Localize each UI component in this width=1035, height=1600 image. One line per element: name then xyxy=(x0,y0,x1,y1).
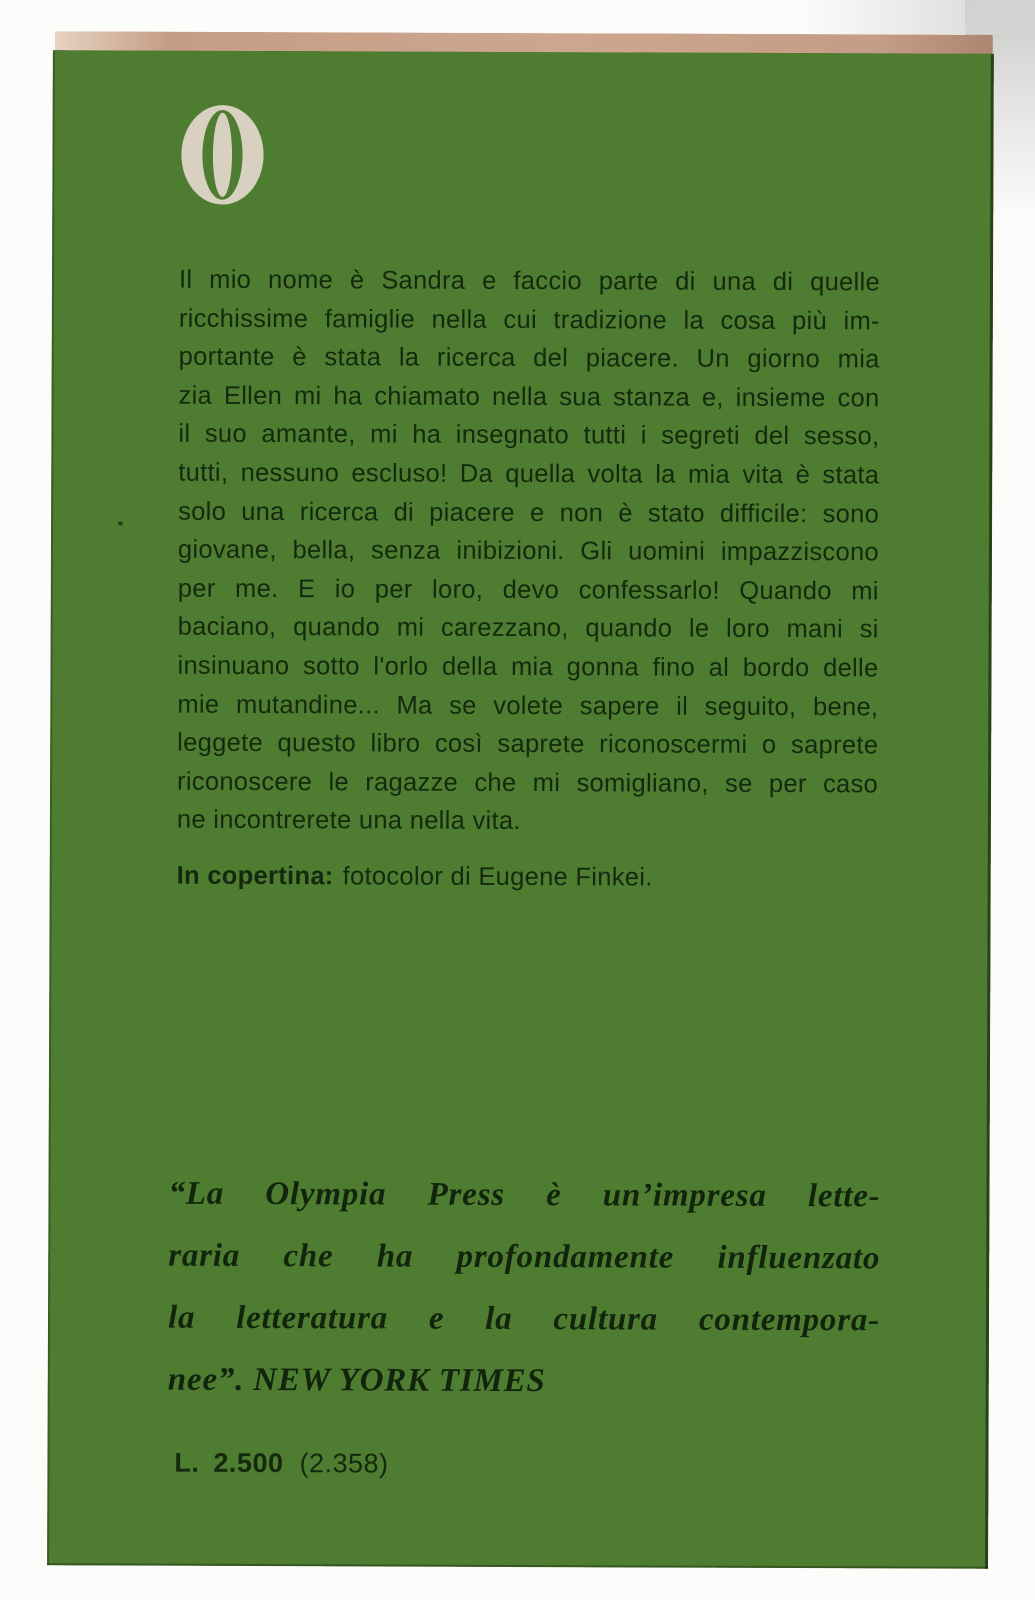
print-speck xyxy=(118,521,123,525)
background-shadow-top xyxy=(775,0,1035,34)
blurb-line: insinuano sotto l'orlo della mia gonna fino al bordo delle xyxy=(177,651,879,683)
blurb-line: il suo amante, mi ha insegnato tutti i segreti del sesso, xyxy=(178,420,880,451)
blurb-line: ricchissime famiglie nella cui tradizione la cosa più im- xyxy=(178,304,880,335)
price-currency: L. xyxy=(174,1447,200,1478)
press-quote-line: la letteratura e la cultura contempora- xyxy=(167,1299,881,1339)
blurb-line: solo una ricerca di piacere e non è stato difficile: sono xyxy=(178,497,880,528)
blurb-line: riconoscere le ragazze che mi somigliano, se per caso xyxy=(177,767,879,799)
price-amount: 2.500 xyxy=(213,1447,284,1479)
blurb-paragraph xyxy=(177,261,880,843)
blurb-line: Il mio nome è Sandra e faccio parte di una di quelle xyxy=(178,265,881,297)
book xyxy=(47,31,994,1569)
press-quote xyxy=(168,1163,881,1414)
logo-letter xyxy=(53,50,54,51)
blurb-line: portante è stata la ricerca del piacere. Un giorno mia xyxy=(178,342,880,374)
cover-back xyxy=(47,50,994,1569)
olympia-press-o-logo-icon xyxy=(179,103,265,207)
press-quote-line: “La Olympia Press è un’impresa lette- xyxy=(168,1175,881,1215)
cover-credit-text: fotocolor di Eugene Finkei. xyxy=(342,862,653,892)
cover-credit-label: In copertina: xyxy=(176,861,334,891)
cover-credit xyxy=(177,857,878,898)
blurb-line: baciano, quando mi carezzano, quando le loro mani si xyxy=(177,613,879,644)
blurb-line: per me. E io per loro, devo confessarlo! Quando mi xyxy=(177,574,879,606)
blurb-line: zia Ellen mi ha chiamato nella sua stanza e, insieme con xyxy=(178,381,880,413)
press-quote-line: nee”. NEW YORK TIMES xyxy=(167,1361,546,1400)
price-line xyxy=(174,1446,388,1481)
blurb-line: leggete questo libro così saprete riconoscermi o saprete xyxy=(177,728,879,760)
blurb-line: tutti, nessuno escluso! Da quella volta la mia vita è stata xyxy=(178,458,880,490)
press-quote-line: raria che ha profondamente influenzato xyxy=(168,1237,881,1277)
blurb-line: mie mutandine... Ma se volete sapere il seguito, bene, xyxy=(177,690,879,721)
blurb-line: ne incontrerete una nella vita. xyxy=(176,805,521,836)
blurb-line: giovane, bella, senza inibizioni. Gli uomini impazziscono xyxy=(177,535,880,567)
price-code: (2.358) xyxy=(299,1448,389,1479)
